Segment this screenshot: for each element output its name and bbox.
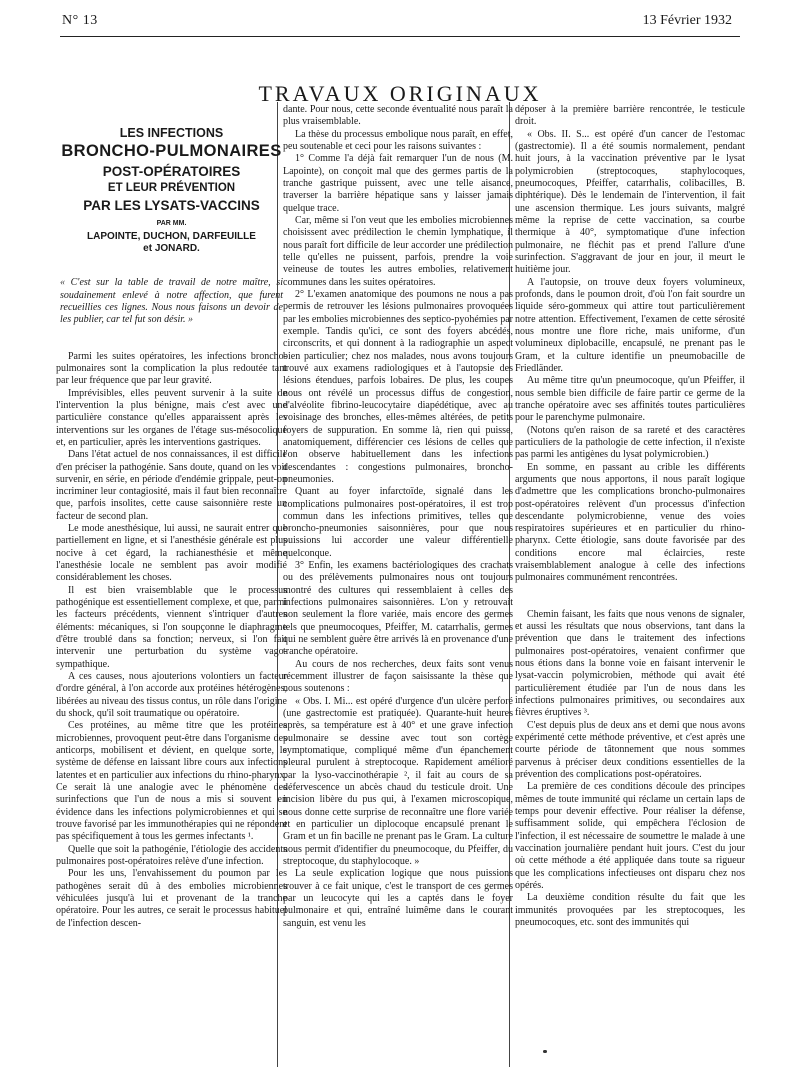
issue-date: 13 Février 1932 <box>642 13 732 28</box>
paragraph: dante. Pour nous, cette seconde éventualité nous paraît la plus vraisemblable. <box>283 104 513 128</box>
paragraph: La deuxième condition résulte du fait que les immunités provoquées par les streptocoques, les pneumocoques, etc. sont des immunités qui <box>515 892 745 928</box>
paragraph: C'est depuis plus de deux ans et demi que nous avons expérimenté cette méthode préventive, et c'est après une courte période de tâtonnement que nous sommes parvenus à préciser deux conditions essentielles de la prévention des complications post-opératoires. <box>515 719 745 781</box>
paragraph: Imprévisibles, elles peuvent survenir à la suite de l'intervention la plus bénigne, mais c'est avec une particulière constance qu'elles apparaissent après les interventions sur les organes de l'étage sus-mésocolique et, en particulier, après les interventions gastriques. <box>56 387 287 448</box>
authors: et JONARD. <box>143 243 200 255</box>
article-title-line: BRONCHO-PULMONAIRES <box>61 142 282 160</box>
paragraph: Quant au foyer infarctoïde, signalé dans les complications pulmonaires post-opératoires, il est trop commun dans les infections primitives, telles que broncho-pneumonies saisonnières, pour que nous puissions lui accorder une valeur différentielle quelconque. <box>283 486 513 559</box>
paragraph: La thèse du processus embolique nous paraît, en effet, peu soutenable et ceci pour les raisons suivantes : <box>283 128 513 152</box>
section-title: TRAVAUX ORIGINAUX <box>258 80 542 106</box>
header-rule <box>60 36 740 37</box>
paragraph: Chemin faisant, les faits que nous venons de signaler, et aussi les résultats que nous observions, tant dans la prévention que dans le traitement des infections pulmonaires post-opératoires, venaient confirmer que nous étions dans la bonne voie en faisant intervenir le lysat-vaccin polymicrobien, méthode qui avait été particulièrement étudiée par l'un de nous dans les infections pulmonaires primitives, ou secondaires aux fièvres éruptives ³. <box>515 608 745 719</box>
paragraph: Au cours de nos recherches, deux faits sont venus récemment illustrer de façon saisissante la thèse que nous soutenons : <box>283 658 513 695</box>
paragraph: 3° Enfin, les examens bactériologiques des crachats ou des prélèvements pulmonaires nous ont toujours montré des cultures qui ressemblaient à celles des infections pulmonaires saisonnières. L'on y retrouvait non seulement la flore variée, mais encore des germes tels que pneumocoques, Pfeiffer, M. catarrhalis, germes qui ne semblent guère être arrivés là en provenance d'une tranche opératoire. <box>283 560 513 658</box>
epigraph: « C'est sur la table de travail de notre maître, si soudainement enlevé à notre affection, que furent recueillies ces lignes. Nous nous faisons un devoir de les publier, car tel fut son désir. » <box>60 277 283 326</box>
paragraph: (Notons qu'en raison de sa rareté et des caractères particuliers de la pathologie de cette infection, il n'existe pas parmi les antigènes du lysat polymicrobien.) <box>515 424 745 461</box>
article-title-line: PAR LES LYSATS-VACCINS <box>83 197 260 213</box>
article-title-line: LES INFECTIONS <box>119 126 224 140</box>
column-1 <box>56 104 287 930</box>
paragraph: déposer à la première barrière rencontrée, le testicule droit. <box>515 104 745 128</box>
page-number: N° 13 <box>62 13 98 28</box>
paragraph: Quelle que soit la pathogénie, l'étiologie des accidents pulmonaires post-opératoires relève d'une infection. <box>56 843 287 867</box>
paragraph: La première de ces conditions découle des principes mêmes de toute immunité qui réclame un certain laps de temps pour devenir effective. Pour réaliser la défense, suffisamment solide, qui empêchera l'éclosion de l'infection, il est nécessaire de soumettre le malade à une vaccination journalière pendant huit jours. C'est du jour où cette méthode a été appliquée dans toute sa rigueur que les complications infectieuses ont disparu chez nos opérés. <box>515 781 745 892</box>
article-title-line: POST-OPÉRATOIRES <box>102 163 241 179</box>
paragraph: Parmi les suites opératoires, les infections broncho-pulmonaires sont la complication la plus redoutée tant par leur fréquence que par leur gravité. <box>56 350 287 387</box>
article-title-line: ET LEUR PRÉVENTION <box>107 181 236 194</box>
article-heading <box>56 126 287 255</box>
paragraph: La seule explication logique que nous puissions trouver à ce fait unique, c'est le transport de ces germes par un leucocyte qui les a captés dans le foyer pulmonaire et qui, entraîné luimême dans le courant sanguin, est venu les <box>283 868 513 929</box>
paragraph: Il est bien vraisemblable que le processus pathogénique est essentiellement complexe, et que, parmi les facteurs précédents, viennent s'intriquer d'autres éléments: mécaniques, si l'on soupçonne le diaphragme d'être troublé dans sa fonction; nerveux, si l'on fait intervenir une perturbation du système vago-sympathique. <box>56 584 287 670</box>
paragraph: 1° Comme l'a déjà fait remarquer l'un de nous (M. Lapointe), on conçoit mal que des germes partis de la tranche gastrique puissent, avec une telle aisance, traverser la barrière hépatique sans y laisser jamais quelque trace. <box>283 153 513 214</box>
paragraph: 2° L'examen anatomique des poumons ne nous a pas permis de retrouver les lésions pulmonaires provoquées par les embolies microbiennes des septico-pyohémies par exemple. Tandis qu'ici, ce sont des foyers abcédés, circonscrits, et qui donnent à la radiographie un aspect bien particulier; chez nos malades, nous avons toujours trouvé aux examens radiologiques et à l'autopsie des lésions étendues, parfois lobaires. De plus, les coupes nous ont révélé un processus diffus de congestion, d'alvéolite fibrino-leucocytaire diapédétique, avec au voisinage des bronches, elles-mêmes altérées, de petits foyers de suppuration. En somme là, rien qui puisse, anatomiquement, différencier ces lésions de celles que l'on observe habituellement dans les infections descendantes : congestions pulmonaires, broncho-pneumonies. <box>283 288 513 485</box>
column-2 <box>283 104 513 930</box>
paragraph: « Obs. II. S... est opéré d'un cancer de l'estomac (gastrectomie). Il a été soumis normalement, pendant huit jours, à la vaccination préventive par le lysat polymicrobien (streptocoques, staphylocoques, pneumocoques, Pfeiffer, catarrhalis, colibacilles, B. diphtérique). Dès le lendemain de l'intervention, il fait une ascension thermique. Les jours suivants, malgré même la reprise de cette vaccination, sa courbe thermique à 40°, symptomatique d'une infection pulmonaire, ne fléchit pas et prend l'allure d'une surinfection. S'aggravant de jour en jour, il meurt le huitième jour. <box>515 128 745 276</box>
paragraph: Au même titre qu'un pneumocoque, qu'un Pfeiffer, il nous semble bien difficile de faire partir ce germe de la tranche opératoire avec ses affinités toutes particulières pour le parenchyme pulmonaire. <box>515 375 745 424</box>
byline-prefix: PAR MM. <box>156 219 187 227</box>
column-3 <box>515 104 745 929</box>
paragraph: Pour les uns, l'envahissement du poumon par les pathogènes serait dû à des embolies microbiennes véhiculées jusqu'à lui et provenant de la tranche opératoire. Pour les autres, ce serait le processus habituel de l'infection descen- <box>56 868 287 929</box>
ink-speck <box>543 1050 547 1053</box>
paragraph: Le mode anesthésique, lui aussi, ne saurait entrer que partiellement en ligne, et si l'anesthésie générale est plus nocive à cet égard, la rachianesthésie et même l'anesthésie locale ne semblent pas avoir modifié considérablement les choses. <box>56 523 287 584</box>
paragraph: « Obs. I. Mi... est opéré d'urgence d'un ulcère perforé (une gastrectomie est pratiquée). Quarante-huit heures après, sa température est à 40° et une grave infection pulmonaire se dessine avec tout son cortège symptomatique, compliqué même d'un épanchement pleural purulent à streptocoque. Rapidement amélioré par la lyso-vaccinothérapie ², il fait au cours de sa défervescence un abcès chaud du testicule droit. Une incision libère du pus qui, à l'examen microscopique, nous donne cette surprise de reconnaître une flore variée et en particulier un diplocoque encapsulé prenant le Gram et un fin bacille ne prenant pas le Gram. La culture nous permit d'identifier du pneumocoque, du Pfeiffer, du streptocoque, du staphylocoque. » <box>283 695 513 868</box>
paragraph: A l'autopsie, on trouve deux foyers volumineux, profonds, dans le poumon droit, d'où l'on fait sourdre un liquide séro-gommeux qui attire tout particulièrement notre attention. Effectivement, l'examen de cette sérosité nous montre une flore riche, mais uniforme, d'un volumineux diplobacille, encapsulé, ne prenant pas le Gram, et la culture identifie un pneumobacille de Friedländer. <box>515 276 745 374</box>
paragraph: Dans l'état actuel de nos connaissances, il est difficile d'en préciser la pathogénie. Sans doute, quand on les voit survenir, en série, en période d'endémie grippale, peut-on incriminer leur contagiosité, mais il faut bien reconnaître que, parfois insolites, cette cause saisonnière reste un facteur de second plan. <box>56 449 287 522</box>
paragraph: Ces protéines, au même titre que les protéines microbiennes, provoquent peut-être dans l'organisme des anticorps, mobilisent et dévient, en quelque sorte, le système de défense en laissant libre cours aux infections latentes et en particulier aux infections du rhino-pharynx. Ce serait là une analogie avec le phénomène des surinfections que l'un de nous a mis si souvent en évidence dans les infections polymicrobiennes et qui se trouve favorisé par les immunothérapies qui ne répondent pas spécifiquement à tous les germes infectants ¹. <box>56 720 287 843</box>
paragraph: A ces causes, nous ajouterions volontiers un facteur d'ordre général, à l'on accorde aux protéines hétérogènes, libérées au niveau des tissus contus, un rôle dans l'origine du shock, qu'il soit traumatique ou opératoire. <box>56 671 287 720</box>
paragraph: Car, même si l'on veut que les embolies microbiennes choisissent avec prédilection le chemin lymphatique, il nous paraît fort difficile de leur accorder une prédilection telle qu'elles ne puissent, parfois, prendre la voie veineuse de toutes les autres embolies, relativement communes dans les suites opératoires. <box>283 214 513 288</box>
paragraph: En somme, en passant au crible les différents arguments que nous apportons, il nous paraît logique d'admettre que les complications broncho-pulmonaires post-opératoires relèvent d'un processus d'infection descendante polymicrobienne, venue des voies respiratoires supérieures et en particulier du rhino-pharynx. Cette étiologie, sans doute favorisée par des conditions encore mal éclaircies, reste vraisemblablement analogue à celle des infections pulmonaires communément rencontrées. <box>515 461 745 584</box>
authors: LAPOINTE, DUCHON, DARFEUILLE <box>87 231 256 243</box>
